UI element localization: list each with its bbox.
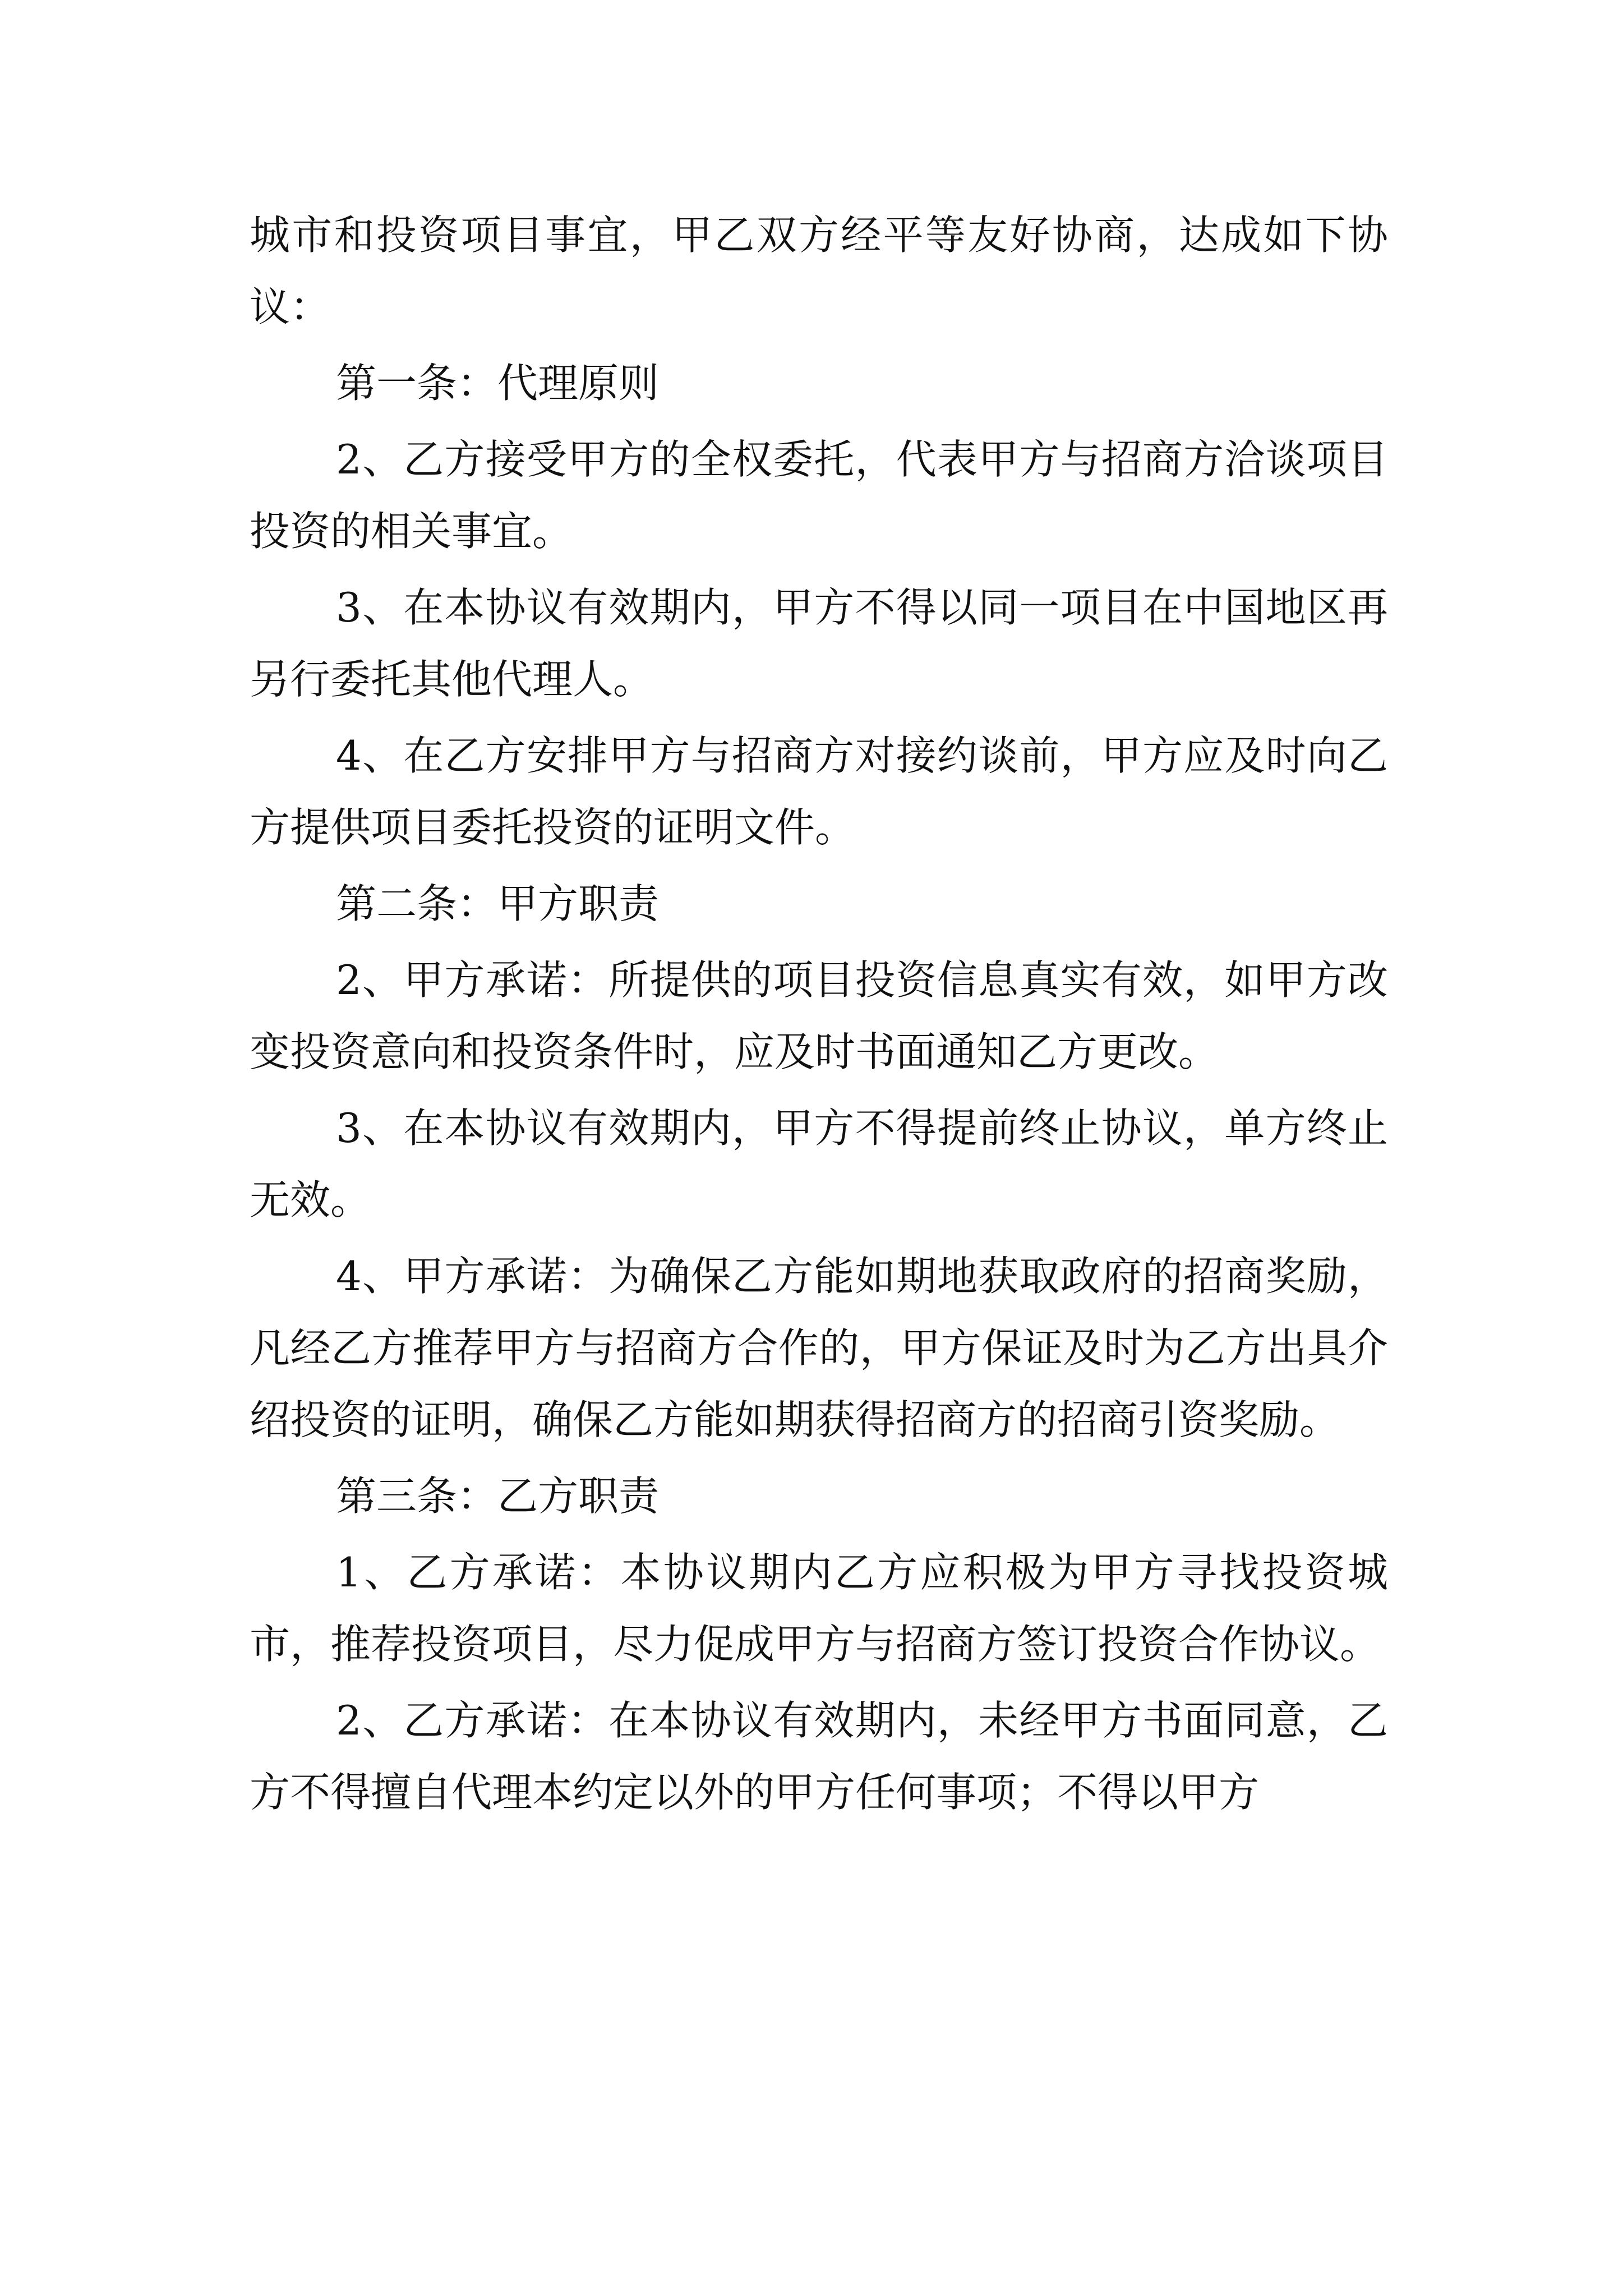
clause-paragraph: 3、在本协议有效期内，甲方不得提前终止协议，单方终止无效。	[250, 1105, 1388, 1223]
clause-paragraph: 2、乙方接受甲方的全权委托，代表甲方与招商方洽谈项目投资的相关事宜。	[250, 436, 1388, 555]
clause-paragraph: 1、乙方承诺：本协议期内乙方应积极为甲方寻找投资城市，推荐投资项目，尽力促成甲方与招商方签订投资合作协议。	[250, 1549, 1388, 1668]
clause-paragraph: 2、乙方承诺：在本协议有效期内，未经甲方书面同意，乙方不得擅自代理本约定以外的甲方任何事项；不得以甲方	[250, 1697, 1388, 1816]
clause-paragraph: 3、在本协议有效期内，甲方不得以同一项目在中国地区再另行委托其他代理人。	[250, 584, 1388, 703]
clause-paragraph: 2、甲方承诺：所提供的项目投资信息真实有效，如甲方改变投资意向和投资条件时，应及时书面通知乙方更改。	[250, 956, 1388, 1075]
clause-paragraph: 4、甲方承诺：为确保乙方能如期地获取政府的招商奖励，凡经乙方推荐甲方与招商方合作的，甲方保证及时为乙方出具介绍投资的证明，确保乙方能如期获得招商方的招商引资奖励。	[250, 1253, 1388, 1443]
section-heading-article-2: 第二条：甲方职责	[336, 880, 660, 927]
paragraph-continuation: 城市和投资项目事宜，甲乙双方经平等友好协商，达成如下协议：	[250, 211, 1388, 330]
section-heading-article-1: 第一条：代理原则	[336, 360, 660, 407]
section-heading-article-3: 第三条：乙方职责	[336, 1473, 660, 1520]
document-body	[250, 199, 1388, 1833]
clause-paragraph: 4、在乙方安排甲方与招商方对接约谈前，甲方应及时向乙方提供项目委托投资的证明文件。	[250, 732, 1388, 851]
